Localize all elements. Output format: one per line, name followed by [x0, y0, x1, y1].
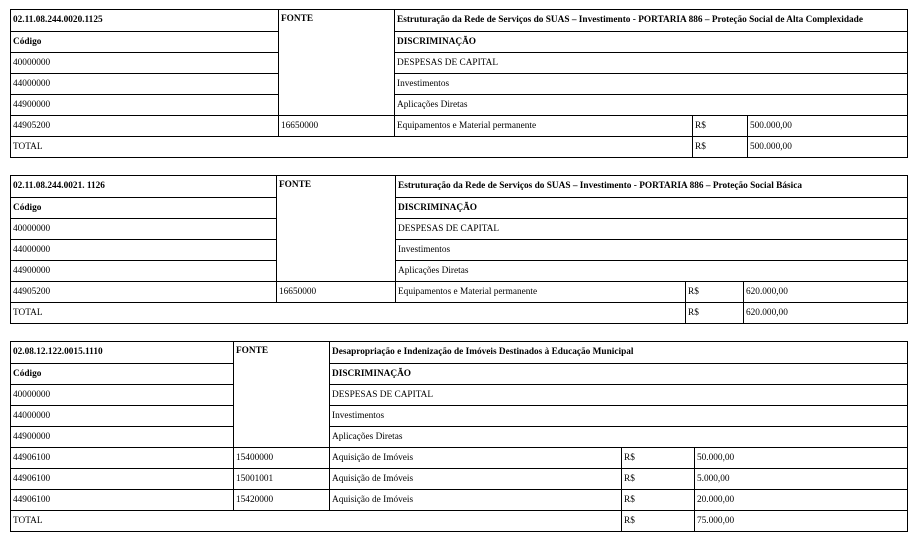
descricao-cell: Aplicações Diretas [395, 95, 908, 116]
descricao-cell: Aquisição de Imóveis [330, 448, 622, 469]
currency-cell: R$ [693, 137, 748, 158]
total-valor: 75.000,00 [695, 511, 908, 532]
table-row [11, 448, 908, 469]
table-row [11, 53, 908, 74]
fonte-header: FONTE [234, 342, 330, 448]
descricao-cell: Equipamentos e Material permanente [396, 282, 686, 303]
descricao-cell: Investimentos [330, 406, 908, 427]
descricao-cell: Investimentos [395, 74, 908, 95]
descricao-cell: DESPESAS DE CAPITAL [330, 385, 908, 406]
codigo-cell: 40000000 [11, 53, 279, 74]
table-header-row [11, 176, 908, 198]
action-title: Estruturação da Rede de Serviços do SUAS – Investimento - PORTARIA 886 – Proteção Social de Alta Complexidade [395, 10, 908, 32]
descricao-cell: Aplicações Diretas [396, 261, 908, 282]
total-label: TOTAL [11, 137, 693, 158]
table-header-row [11, 342, 908, 364]
total-valor: 500.000,00 [748, 137, 908, 158]
codigo-cell: 40000000 [11, 219, 277, 240]
table-row [11, 219, 908, 240]
descricao-cell: DESPESAS DE CAPITAL [396, 219, 908, 240]
codigo-header: Código [11, 364, 234, 385]
action-title: Desapropriação e Indenização de Imóveis Destinados à Educação Municipal [330, 342, 908, 364]
fonte-cell: 15400000 [234, 448, 330, 469]
codigo-cell: 44906100 [11, 448, 234, 469]
total-row [11, 137, 908, 158]
budget-table-3 [10, 341, 908, 532]
valor-cell: 20.000,00 [695, 490, 908, 511]
valor-cell: 5.000,00 [695, 469, 908, 490]
action-title: Estruturação da Rede de Serviços do SUAS – Investimento - PORTARIA 886 – Proteção Social Básica [396, 176, 908, 198]
table-row [11, 74, 908, 95]
descricao-cell: DESPESAS DE CAPITAL [395, 53, 908, 74]
codigo-cell: 44000000 [11, 406, 234, 427]
codigo-cell: 44900000 [11, 261, 277, 282]
fonte-cell: 15420000 [234, 490, 330, 511]
descricao-cell: Equipamentos e Material permanente [395, 116, 693, 137]
fonte-cell: 15001001 [234, 469, 330, 490]
codigo-cell: 44906100 [11, 490, 234, 511]
fonte-cell: 16650000 [279, 116, 395, 137]
table-row [11, 116, 908, 137]
currency-cell: R$ [686, 282, 744, 303]
descricao-cell: Aquisição de Imóveis [330, 490, 622, 511]
valor-cell: 620.000,00 [744, 282, 908, 303]
codigo-cell: 44906100 [11, 469, 234, 490]
budget-table-2 [10, 175, 908, 324]
table-subheader-row [11, 364, 908, 385]
valor-cell: 50.000,00 [695, 448, 908, 469]
fonte-cell: 16650000 [277, 282, 396, 303]
table-row [11, 385, 908, 406]
descricao-cell: Aplicações Diretas [330, 427, 908, 448]
codigo-header: Código [11, 32, 279, 53]
table-row [11, 261, 908, 282]
table-row [11, 406, 908, 427]
currency-cell: R$ [693, 116, 748, 137]
total-row [11, 511, 908, 532]
currency-cell: R$ [622, 448, 695, 469]
table-row [11, 282, 908, 303]
total-valor: 620.000,00 [744, 303, 908, 324]
table-row [11, 95, 908, 116]
table-header-row [11, 10, 908, 32]
budget-table-1 [10, 9, 908, 158]
currency-cell: R$ [622, 490, 695, 511]
codigo-cell: 44000000 [11, 74, 279, 95]
currency-cell: R$ [686, 303, 744, 324]
table-subheader-row [11, 198, 908, 219]
valor-cell: 500.000,00 [748, 116, 908, 137]
fonte-header: FONTE [277, 176, 396, 282]
table-subheader-row [11, 32, 908, 53]
fonte-header: FONTE [279, 10, 395, 116]
table-row [11, 427, 908, 448]
currency-cell: R$ [622, 511, 695, 532]
codigo-header: Código [11, 198, 277, 219]
action-code: 02.08.12.122.0015.1110 [11, 342, 234, 364]
discriminacao-header: DISCRIMINAÇÃO [330, 364, 908, 385]
codigo-cell: 44905200 [11, 282, 277, 303]
codigo-cell: 44905200 [11, 116, 279, 137]
table-row [11, 469, 908, 490]
codigo-cell: 40000000 [11, 385, 234, 406]
action-code: 02.11.08.244.0021. 1126 [11, 176, 277, 198]
total-label: TOTAL [11, 303, 686, 324]
descricao-cell: Aquisição de Imóveis [330, 469, 622, 490]
codigo-cell: 44000000 [11, 240, 277, 261]
action-code: 02.11.08.244.0020.1125 [11, 10, 279, 32]
currency-cell: R$ [622, 469, 695, 490]
descricao-cell: Investimentos [396, 240, 908, 261]
codigo-cell: 44900000 [11, 95, 279, 116]
table-row [11, 240, 908, 261]
total-row [11, 303, 908, 324]
table-row [11, 490, 908, 511]
total-label: TOTAL [11, 511, 622, 532]
discriminacao-header: DISCRIMINAÇÃO [395, 32, 908, 53]
codigo-cell: 44900000 [11, 427, 234, 448]
discriminacao-header: DISCRIMINAÇÃO [396, 198, 908, 219]
